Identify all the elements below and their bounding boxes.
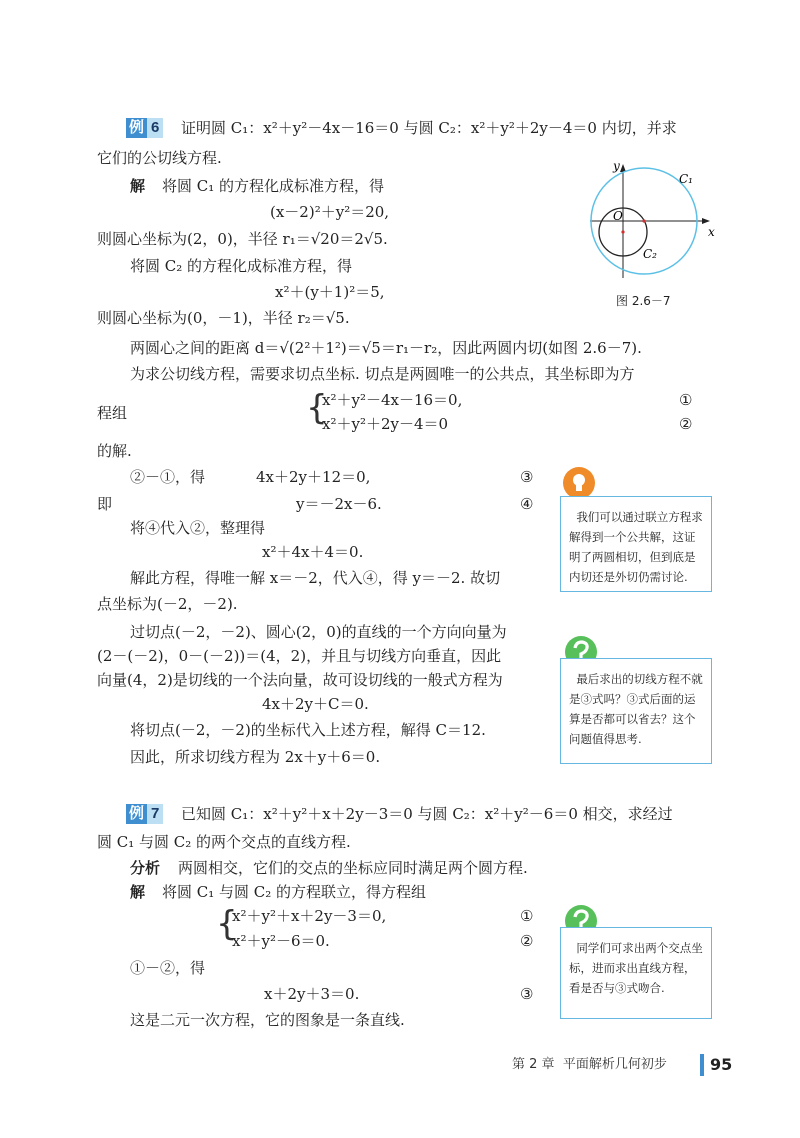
ex6-text: 因此，所求切线方程为 2x＋y＋6＝0. xyxy=(130,748,381,766)
ex7-equation: x＋2y＋3＝0. xyxy=(264,985,360,1003)
footer-divider xyxy=(700,1054,704,1076)
figure-caption: 图 2.6－7 xyxy=(616,294,671,308)
center-c1 xyxy=(642,219,645,222)
eq-number: ① xyxy=(520,907,534,925)
ex6-system-eq1: x²＋y²－4x－16＝0, xyxy=(322,391,463,409)
ex7-text: ①－②，得 xyxy=(130,959,206,977)
ex6-equation: y＝－2x－6. xyxy=(296,495,382,513)
side-note-3: 同学们可求出两个交点坐标，进而求出直线方程，看是否与③式吻合. xyxy=(560,927,712,1019)
ex6-text: 将④代入②，整理得 xyxy=(130,519,266,537)
ex7-title-line1: 已知圆 C₁：x²＋y²＋x＋2y－3＝0 与圆 C₂：x²＋y²－6＝0 相交，求经过 xyxy=(181,805,673,823)
ex6-title-line2: 它们的公切线方程. xyxy=(97,149,222,167)
label-origin: O xyxy=(613,209,623,223)
label-c2: C₂ xyxy=(643,247,657,261)
ex6-text: (2－(－2)，0－(－2))＝(4，2)，并且与切线方向垂直，因此 xyxy=(97,647,502,665)
side-note-2: 最后求出的切线方程不就是③式吗？③式后面的运算是否都可以省去？这个问题值得思考. xyxy=(560,658,712,764)
ex6-equation: 4x＋2y＋C＝0. xyxy=(262,695,369,713)
eq-number: ④ xyxy=(520,495,534,513)
ex6-text: 程组 xyxy=(97,404,128,422)
ex6-text: 解此方程，得唯一解 x＝－2，代入④，得 y＝－2. 故切 xyxy=(130,569,501,587)
ex6-text: 为求公切线方程，需要求切点坐标. 切点是两圆唯一的公共点，其坐标即为方 xyxy=(130,365,635,383)
ex6-solution-label: 解 xyxy=(130,177,146,195)
side-note-1: 我们可以通过联立方程求解得到一个公共解，这证明了两圆相切，但到底是内切还是外切仍需讨论. xyxy=(560,496,712,592)
ex7-system-eq2: x²＋y²－6＝0. xyxy=(232,932,330,950)
eq-number: ① xyxy=(679,391,693,409)
ex6-text: 则圆心坐标为(0，－1)，半径 r₂＝√5. xyxy=(97,309,350,327)
eq-number: ② xyxy=(520,932,534,950)
label-y: y xyxy=(613,159,620,173)
footer-chapter: 第 2 章 平面解析几何初步 xyxy=(512,1057,667,1072)
ex6-text: 过切点(－2，－2)、圆心(2，0)的直线的一个方向向量为 xyxy=(130,623,507,641)
eq-number: ③ xyxy=(520,985,534,1003)
ex6-text: 即 xyxy=(97,495,113,513)
system-brace: { xyxy=(306,388,328,428)
page-number: 95 xyxy=(710,1055,733,1074)
label-x: x xyxy=(708,225,715,239)
ex6-text: 则圆心坐标为(2，0)，半径 r₁＝√20＝2√5. xyxy=(97,230,388,248)
center-c2 xyxy=(621,230,624,233)
ex6-text: 点坐标为(－2，－2). xyxy=(97,595,238,613)
ex7-title-line2: 圆 C₁ 与圆 C₂ 的两个交点的直线方程. xyxy=(97,833,351,851)
label-c1: C₁ xyxy=(679,172,693,186)
ex6-text: 两圆心之间的距离 d＝√(2²＋1²)＝√5＝r₁－r₂，因此两圆内切(如图 2.6－7). xyxy=(130,339,642,357)
ex6-equation: (x－2)²＋y²＝20, xyxy=(270,203,390,221)
ex6-system-eq2: x²＋y²＋2y－4＝0 xyxy=(322,415,449,433)
eq-number: ③ xyxy=(520,468,534,486)
x-axis-arrow xyxy=(702,218,710,224)
ex6-text: 将切点(－2，－2)的坐标代入上述方程，解得 C＝12. xyxy=(130,721,486,739)
ex6-equation: x²＋(y＋1)²＝5, xyxy=(275,283,385,301)
figure-circles xyxy=(580,158,725,308)
ex7-system-eq1: x²＋y²＋x＋2y－3＝0, xyxy=(232,907,387,925)
ex6-text: ②－①，得 xyxy=(130,468,206,486)
ex6-text: 将圆 C₁ 的方程化成标准方程，得 xyxy=(162,177,385,195)
system-brace: { xyxy=(216,904,238,944)
eq-number: ② xyxy=(679,415,693,433)
ex6-equation: 4x＋2y＋12＝0, xyxy=(256,468,371,486)
example-7-tag: 例 7 xyxy=(126,804,163,824)
ex6-text: 将圆 C₂ 的方程化成标准方程，得 xyxy=(130,257,353,275)
ex7-text: 这是二元一次方程，它的图象是一条直线. xyxy=(130,1011,405,1029)
ex6-equation: x²＋4x＋4＝0. xyxy=(262,543,364,561)
lightbulb-icon xyxy=(562,466,596,500)
ex6-text: 向量(4，2)是切线的一个法向量，故可设切线的一般式方程为 xyxy=(97,671,503,689)
ex7-text: 将圆 C₁ 与圆 C₂ 的方程联立，得方程组 xyxy=(162,883,427,901)
ex6-text: 的解. xyxy=(97,442,132,460)
example-6-tag: 例 6 xyxy=(126,118,163,138)
ex7-text: 两圆相交，它们的交点的坐标应同时满足两个圆方程. xyxy=(178,859,528,877)
ex6-title-line1: 证明圆 C₁：x²＋y²－4x－16＝0 与圆 C₂：x²＋y²＋2y－4＝0 内切，并求 xyxy=(181,119,677,137)
ex7-solution-label: 解 xyxy=(130,883,146,901)
ex7-analysis-label: 分析 xyxy=(130,859,161,877)
